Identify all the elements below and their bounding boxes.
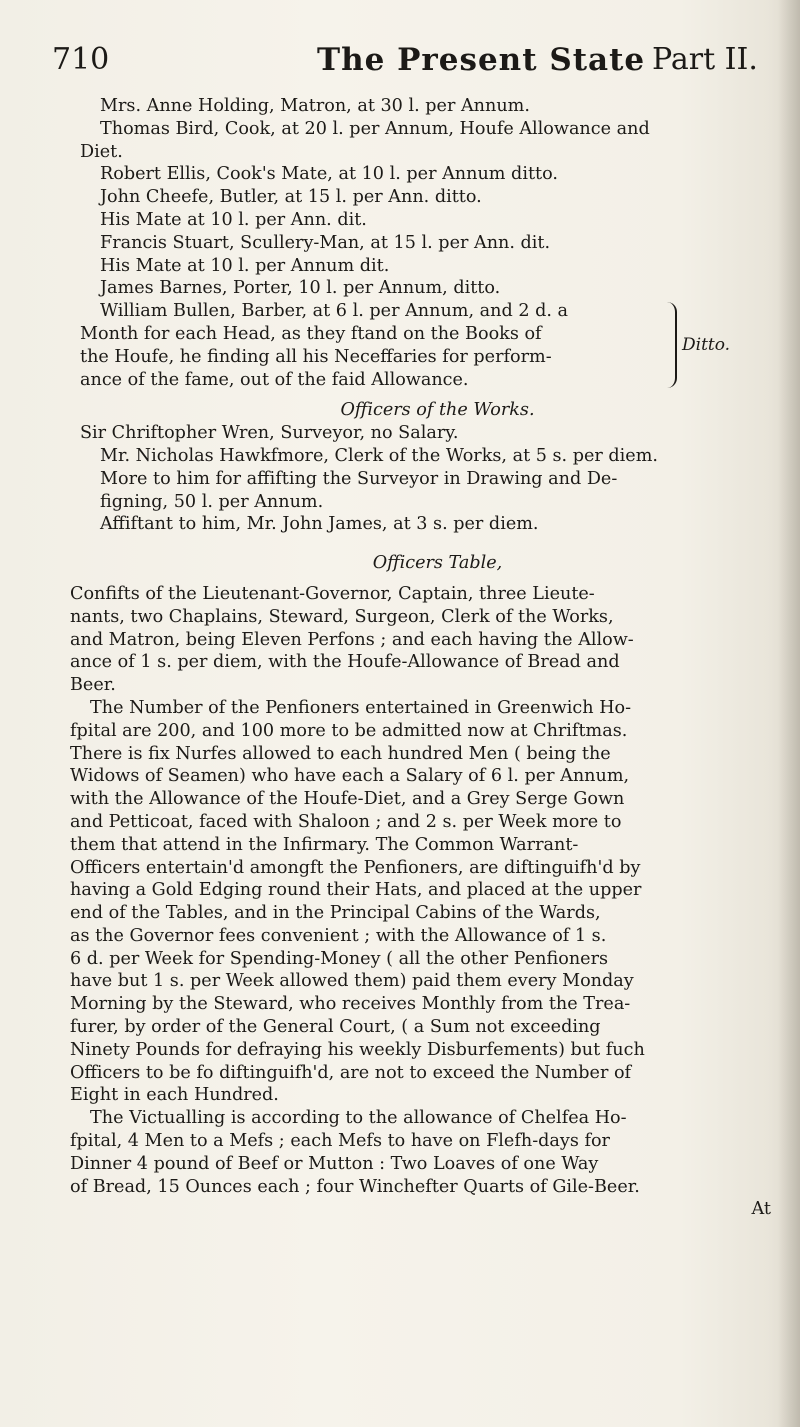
text-line: of Bread, 15 Ounces each ; four Winchefter Quarts of Gile-Beer. <box>70 1176 640 1197</box>
text-line: the Houfe, he finding all his Neceffaries for perform- <box>80 346 552 367</box>
page-edge-shadow <box>778 0 800 1427</box>
text-line: Morning by the Steward, who receives Monthly from the Trea- <box>70 994 631 1015</box>
page-number: 710 <box>52 42 110 77</box>
text-line: John Cheefe, Butler, at 15 l. per Ann. ditto. <box>100 187 482 208</box>
text-line: Thomas Bird, Cook, at 20 l. per Annum, Houfe Allowance and <box>100 118 650 139</box>
page-header <box>52 42 772 86</box>
text-line: More to him for affifting the Surveyor in Drawing and De- <box>100 468 618 489</box>
text-line: His Mate at 10 l. per Annum dit. <box>100 255 390 276</box>
page-body <box>70 95 775 1221</box>
staff-list <box>80 95 775 300</box>
text-line: Robert Ellis, Cook's Mate, at 10 l. per Annum ditto. <box>100 164 558 185</box>
text-line: Dinner 4 pound of Beef or Mutton : Two Loaves of one Way <box>70 1153 599 1174</box>
text-line: The Victualling is according to the allowance of Chelfea Ho- <box>90 1108 627 1129</box>
text-line: Officers to be fo diftinguifh'd, are not to exceed the Number of <box>70 1062 632 1083</box>
text-line: nants, two Chaplains, Steward, Surgeon, Clerk of the Works, <box>70 606 614 627</box>
text-line: Month for each Head, as they ftand on the Books of <box>80 323 542 344</box>
text-line: Confifts of the Lieutenant-Governor, Captain, three Lieute- <box>70 583 595 604</box>
section-heading-works: Officers of the Works. <box>340 400 535 421</box>
text-line: Mr. Nicholas Hawkfmore, Clerk of the Works, at 5 s. per diem. <box>100 445 658 466</box>
section-heading-table: Officers Table, <box>372 553 503 574</box>
text-line: The Number of the Penfioners entertained in Greenwich Ho- <box>90 697 632 718</box>
text-line: James Barnes, Porter, 10 l. per Annum, ditto. <box>100 278 501 299</box>
barber-entry <box>80 300 775 391</box>
curly-bracket <box>665 302 677 388</box>
officers-table-paragraph <box>70 583 775 697</box>
text-line: Eight in each Hundred. <box>70 1085 279 1106</box>
text-line: furer, by order of the General Court, ( a Sum not exceeding <box>70 1017 601 1038</box>
text-line: William Bullen, Barber, at 6 l. per Annum, and 2 d. a <box>100 301 569 322</box>
text-line: as the Governor fees convenient ; with the Allowance of 1 s. <box>70 925 607 946</box>
text-line: Affiftant to him, Mr. John James, at 3 s. per diem. <box>100 514 539 535</box>
text-line: figning, 50 l. per Annum. <box>100 491 324 512</box>
part-label: Part II. <box>652 42 758 77</box>
text-line: them that attend in the Infirmary. The Common Warrant- <box>70 834 579 855</box>
text-line: having a Gold Edging round their Hats, and placed at the upper <box>70 880 642 901</box>
text-line: Ninety Pounds for defraying his weekly Disburfements) but fuch <box>70 1039 645 1060</box>
text-line: Widows of Seamen) who have each a Salary of 6 l. per Annum, <box>70 766 630 787</box>
pensioners-paragraph <box>70 697 775 1107</box>
text-line: ance of the fame, out of the faid Allowance. <box>80 369 469 390</box>
text-line: fpital are 200, and 100 more to be admitted now at Chriftmas. <box>70 720 628 741</box>
running-title: The Present State <box>317 42 646 78</box>
text-line: fpital, 4 Men to a Mefs ; each Mefs to have on Flefh-days for <box>70 1131 610 1152</box>
victualling-paragraph <box>70 1107 775 1221</box>
text-line: with the Allowance of the Houfe-Diet, and a Grey Serge Gown <box>70 789 625 810</box>
text-line: Sir Chriftopher Wren, Surveyor, no Salary. <box>80 423 459 444</box>
text-line: There is fix Nurfes allowed to each hundred Men ( being the <box>70 743 611 764</box>
text-line: 6 d. per Week for Spending-Money ( all the other Penfioners <box>70 948 609 969</box>
text-line: end of the Tables, and in the Principal Cabins of the Wards, <box>70 903 601 924</box>
bracket-note: Ditto. <box>682 335 731 356</box>
text-line: His Mate at 10 l. per Ann. dit. <box>100 209 367 230</box>
text-line: have but 1 s. per Week allowed them) paid them every Monday <box>70 971 634 992</box>
text-line: ance of 1 s. per diem, with the Houfe-Allowance of Bread and <box>70 652 620 673</box>
text-line: Diet. <box>80 141 123 162</box>
catchword: At <box>751 1199 771 1220</box>
text-line: Officers entertain'd amongft the Penfioners, are diftinguifh'd by <box>70 857 641 878</box>
text-line: Mrs. Anne Holding, Matron, at 30 l. per Annum. <box>100 96 530 116</box>
text-line: Beer. <box>70 675 116 696</box>
works-list <box>80 422 775 536</box>
text-line: and Matron, being Eleven Perfons ; and each having the Allow- <box>70 629 634 650</box>
text-line: and Petticoat, faced with Shaloon ; and 2 s. per Week more to <box>70 811 622 832</box>
text-line: Francis Stuart, Scullery-Man, at 15 l. per Ann. dit. <box>100 232 551 253</box>
